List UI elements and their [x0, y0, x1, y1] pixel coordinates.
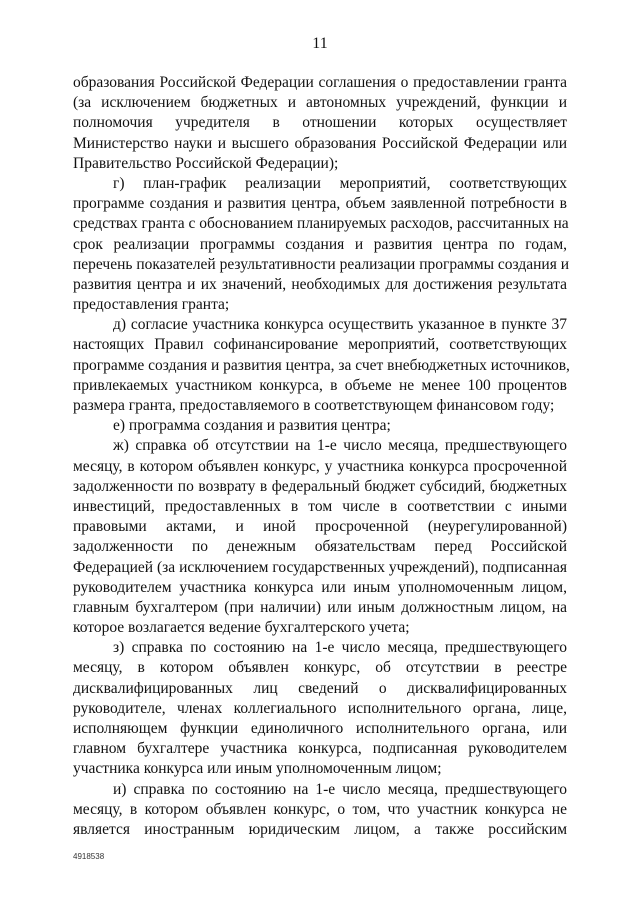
text-line: средствах гранта с обоснованием планируемых расходов, рассчитанных на: [73, 215, 569, 233]
text-line: которое возлагается ведение бухгалтерского учета;: [73, 619, 410, 637]
text-line: настоящих Правил софинансирование мероприятий, соответствующих: [73, 336, 567, 354]
text-line: месяцу, в котором объявлен конкурс, об отсутствии в реестре: [73, 659, 567, 677]
text-line: перечень показателей результативности реализации программы создания и: [73, 255, 570, 273]
text-line: инвестиций, предоставленных в том числе в соответствии с иными: [73, 497, 567, 515]
text-line: дисквалифицированных лиц сведений о дисквалифицированных: [73, 679, 567, 697]
paragraph-item-z: [73, 638, 567, 779]
text-line: задолженности по возврату в федеральный бюджет субсидий, бюджетных: [73, 477, 567, 495]
paragraph-item-g: [73, 174, 570, 315]
paragraph-item-e: [73, 416, 567, 436]
text-line: образования Российской Федерации соглашения о предоставлении гранта: [73, 74, 567, 91]
text-line: (за исключением бюджетных и автономных учреждений, функции и: [73, 94, 567, 112]
text-line: участника конкурса или иным уполномоченным лицом;: [73, 760, 442, 778]
text-line: месяцу, в котором объявлен конкурс, у участника конкурса просроченной: [73, 457, 567, 475]
text-line: программе создания и развития центра, за счет внебюджетных источников,: [73, 356, 570, 374]
text-line: является иностранным юридическим лицом, а также российским: [73, 820, 567, 838]
text-line: е) программа создания и развития центра;: [113, 417, 391, 435]
text-line: срок реализации программы создания и развития центра по годам,: [73, 235, 567, 253]
paragraph-item-d: [73, 315, 570, 416]
text-line: исполняющем функции единоличного исполнительного органа, или: [73, 720, 567, 737]
paragraph-item-zh: [73, 436, 567, 638]
text-line: главным бухгалтером (при наличии) или иным должностным лицом, на: [73, 598, 567, 616]
text-line: месяцу, в котором объявлен конкурс, о том, что участник конкурса не: [73, 800, 567, 818]
text-line: размера гранта, предоставляемого в соответствующем финансовом году;: [73, 397, 555, 414]
text-line: и) справка по состоянию на 1-е число месяца, предшествующего: [113, 780, 567, 798]
text-line: д) согласие участника конкурса осуществить указанное в пункте 37: [113, 316, 567, 334]
text-line: Федерацией (за исключением государственных учреждений), подписанная: [73, 558, 567, 576]
text-line: полномочия учредителя в отношении которых осуществляет: [73, 114, 567, 132]
text-line: Министерство науки и высшего образования Российской Федерации или: [73, 134, 567, 152]
text-line: развития центра и их значений, необходимых для достижения результата: [73, 275, 567, 293]
document-code: 4918538: [73, 852, 105, 861]
text-line: г) план-график реализации мероприятий, соответствующих: [113, 174, 567, 192]
text-line: правовыми актами, и иной просроченной (неурегулированной): [73, 518, 567, 536]
text-line: задолженности по денежным обязательствам перед Российской: [73, 538, 567, 556]
text-line: руководителем участника конкурса или иным уполномоченным лицом,: [73, 578, 567, 596]
paragraph-continuation: [73, 73, 567, 174]
page-number: 11: [312, 35, 328, 52]
text-line: привлекаемых участником конкурса, в объеме не менее 100 процентов: [73, 376, 567, 394]
text-line: з) справка по состоянию на 1-е число месяца, предшествующего: [113, 639, 567, 657]
text-line: Правительство Российской Федерации);: [73, 154, 339, 172]
document-body: [73, 73, 570, 840]
text-line: предоставления гранта;: [73, 296, 230, 314]
text-line: программе создания и развития центра, объем заявленной потребности в: [73, 195, 567, 213]
text-line: главном бухгалтере участника конкурса, подписанная руководителем: [73, 740, 567, 758]
text-line: ж) справка об отсутствии на 1-е число месяца, предшествующего: [113, 437, 567, 455]
text-line: руководителе, членах коллегиального исполнительного органа, лице,: [73, 699, 567, 717]
paragraph-item-i: [73, 780, 567, 841]
